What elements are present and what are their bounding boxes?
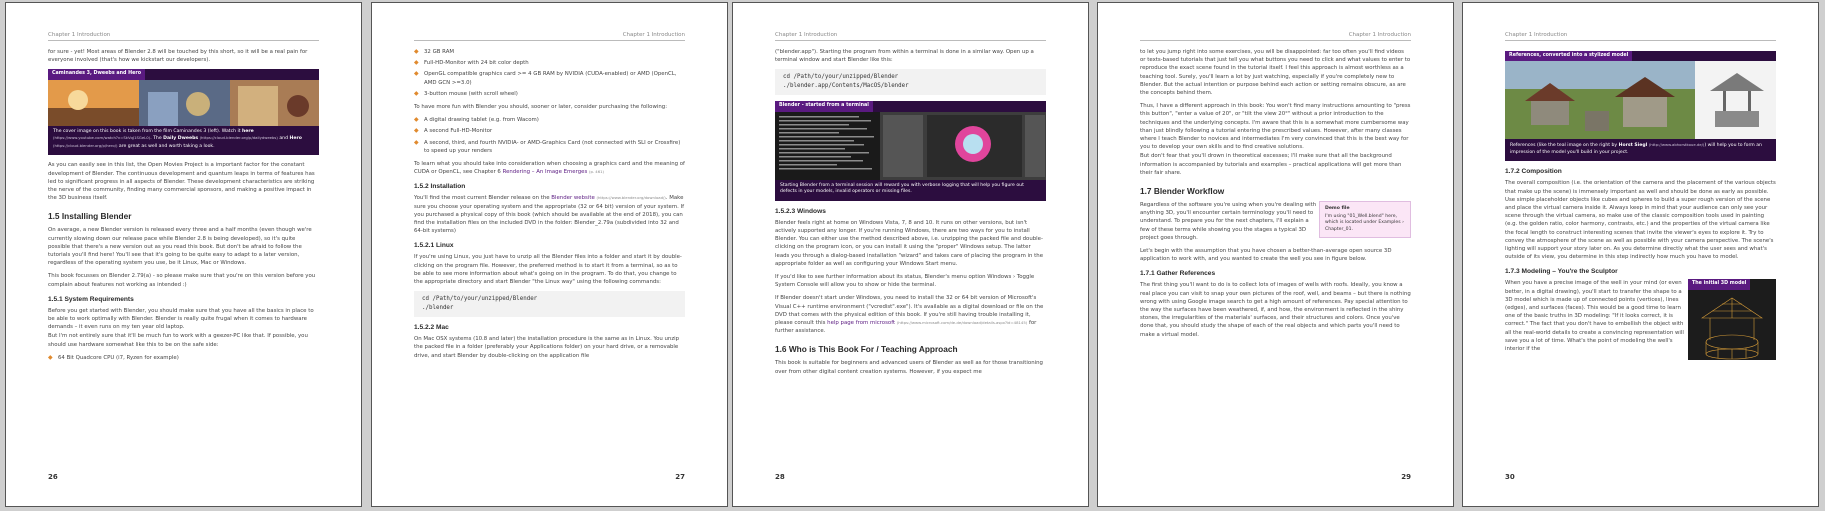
caption-text: References (like the teal image on the right by xyxy=(1510,143,1618,149)
caption-text: The cover image on this book is taken from the film Caminandes 3 (left). Watch it xyxy=(53,128,241,134)
subsection-heading: 1.7.1 Gather References xyxy=(1140,270,1216,278)
paragraph: The overall composition (i.e. the orientation of the camera and the placement of the various objects that make up the scene) is immensely important as well and should be done as early as possible. Use simple placeholder objects like cubes and spheres to build a super rough version of the scene and place the virtual camera inside it. Always keep in mind that your audience can only see your scene through the virtual camera, so make use of the classic composition tools used in painting (e.g. the golden ratio, color harmony, contrasts, etc.) and the properties of the virtual camera like the focal length to construct interesting scenes that invite the viewer's eyes to explore it. Try to convey the atmosphere of the scene as well as possible with your camera perspective. The scene's lighting will support your story later on. As you determine directly what the user sees and what's outside of its view, you determine in this step indirectly how much you have to model. xyxy=(1505,180,1776,261)
demo-file-title: Demo file xyxy=(1325,206,1350,212)
header-rule xyxy=(414,40,685,41)
subsection-heading: 1.5.1 System Requirements xyxy=(48,295,134,303)
subsection-heading: 1.7.3 Modeling – You're the Sculptor xyxy=(1505,268,1618,276)
list-item-text: A second, third, and fourth NVIDIA- or AMD-Graphics Card (not connected with SLI or Crossfire) to speed up your renders xyxy=(424,139,681,154)
list-item-text: OpenGL compatible graphics card >= 4 GB RAM by NVIDIA (CUDA-enabled) or AMD (OpenCL, AMD GCN >=3.0) xyxy=(424,71,677,86)
list-item xyxy=(414,59,685,67)
paragraph: On Mac OSX systems (10.8 and later) the installation procedure is the same as in Linux. You unzip the packed file in a folder (preferably your Applications folder) on your hard drive, or a removable drive, and start Blender by double-clicking on the application file xyxy=(414,336,680,359)
terminal-screenshot-image xyxy=(775,112,1046,180)
paragraph xyxy=(775,294,1046,335)
paragraph: for sure - yet! Most areas of Blender 2.8 will be touched by this short, so it will be a real pain for everyone involved (that's how we kickstart our developers). xyxy=(48,49,308,64)
bullet-diamond-icon: ◆ xyxy=(414,48,419,55)
caption-url: (http://www.abhorstkoue.de/) xyxy=(1648,142,1705,148)
running-header: Chapter 1 Introduction xyxy=(622,32,685,38)
code-block xyxy=(414,291,685,317)
figure-caption: Starting Blender from a terminal session will reward you with verbose logging that will help you figure out defects in your models, invalid operators or missing files. xyxy=(780,182,1024,195)
figure-caption xyxy=(48,126,319,156)
list-item-text: 64 Bit Quadcore CPU (i7, Ryzen for example) xyxy=(58,354,179,361)
film-stills-image xyxy=(48,80,319,126)
paragraph: Thus, I have a different approach in this book: You won't find many instructions amounting to "press this button", "enter a value of 20", or "tilt the view 20°" without a prior introduction to the techniques and the underlying concepts. I'm aware that this is a somewhat more cumbersome way than just blindly following a tutorial entering the prescribed values. However, after many classes where I teach Blender to novices and intermediates I'm very convinced that this is the best way for you to develop your own skills and to find creative solutions. xyxy=(1140,103,1411,151)
cross-reference-link[interactable]: Rendering – An Image Emerges xyxy=(502,169,588,176)
caption-author-name: Horst Siegl xyxy=(1618,143,1648,149)
paragraph: But don't fear that you'll drown in theoretical excesses; I'll make sure that all the background information is accompanied by tutorials and examples – practical applications will get more than their fair share. xyxy=(1140,153,1402,176)
bullet-diamond-icon: ◆ xyxy=(414,138,419,146)
page-body xyxy=(48,48,319,367)
subsection-heading: 1.7.2 Composition xyxy=(1505,168,1562,176)
paragraph-text: To learn what you should take into consideration when choosing a graphics card and the meaning of CUDA or OpenCL, see Chapter 6 xyxy=(414,161,685,176)
page-number: 29 xyxy=(1401,473,1411,481)
code-line: cd /Path/to/your/unzipped/Blender xyxy=(422,296,538,303)
bullet-diamond-icon: ◆ xyxy=(414,59,419,67)
code-line: cd /Path/to/your/unzipped/Blender xyxy=(783,74,899,81)
figure-tag: Caminandes 3, Dweebs and Hero xyxy=(48,69,145,79)
subsection-heading: 1.5.2 Installation xyxy=(414,183,466,191)
url-text: (https://www.microsoft.com/de-de/download/details.aspx?id=48145) xyxy=(896,320,1028,326)
bullet-list xyxy=(414,116,685,155)
bullet-diamond-icon: ◆ xyxy=(414,89,419,97)
caption-text: and xyxy=(279,136,289,142)
bullet-diamond-icon: ◆ xyxy=(414,127,419,135)
page-body xyxy=(1505,48,1776,358)
wireframe-model-image xyxy=(1688,290,1776,360)
paragraph: But I'm not entirely sure that it'll be much fun to work with a geezer-PC like that. If possible, you should use hardware somewhat like this to be on the safe side: xyxy=(48,333,308,348)
figure-inner xyxy=(1688,279,1776,289)
paragraph: Regardless of the software you're using when you're dealing with anything 3D, you'll encounter certain terminology you'll need to understand. To prepare you for the next chapters, I'll explain a few of these terms while showing you the stages a typical 3D project goes through. xyxy=(1140,202,1317,241)
figure-caption xyxy=(1505,139,1776,161)
caption-link-here[interactable]: here xyxy=(242,128,254,134)
code-line: ./blender.app/Contents/MacOS/blender xyxy=(783,83,909,90)
modeling-block xyxy=(1505,279,1776,353)
page-reference: (p. 461) xyxy=(589,169,605,175)
page-26 xyxy=(5,2,362,507)
url-text: (https://www.blender.org/download/) xyxy=(596,195,666,201)
demo-file-text: I'm using "01_Well.blend" here, which is located under Examples › Chapter_01. xyxy=(1325,214,1404,232)
section-heading: 1.6 Who is This Book For / Teaching Approach xyxy=(775,344,958,355)
list-item-text: 3-button mouse (with scroll wheel) xyxy=(424,90,518,97)
page-body xyxy=(775,48,1046,381)
subsection-heading: 1.5.2.2 Mac xyxy=(414,324,449,332)
list-item xyxy=(414,139,685,155)
list-item xyxy=(414,116,685,124)
code-line: ./blender xyxy=(422,305,454,312)
paragraph xyxy=(414,194,685,235)
bullet-list xyxy=(48,354,319,362)
paragraph-text: You'll find the most current Blender release on the xyxy=(414,195,550,202)
paragraph-text: for further assistance. xyxy=(775,320,1037,335)
page-29 xyxy=(1097,2,1454,507)
subsection-heading: 1.5.2.1 Linux xyxy=(414,242,454,250)
running-header: Chapter 1 Introduction xyxy=(775,32,838,38)
running-header: Chapter 1 Introduction xyxy=(1348,32,1411,38)
figure-tag: The initial 3D model xyxy=(1688,279,1750,289)
subsection-heading: 1.5.2.3 Windows xyxy=(775,207,826,215)
microsoft-help-link[interactable]: help page from microsoft xyxy=(827,320,896,327)
page-30 xyxy=(1462,2,1819,507)
caption-link-dweebs[interactable]: Daily Dweebs xyxy=(163,136,199,142)
list-item xyxy=(414,90,685,98)
header-rule xyxy=(775,40,1046,41)
list-item-text: A second Full-HD-Monitor xyxy=(424,128,493,135)
paragraph: This book focusses on Blender 2.79(a) - so please make sure that you're on this version before you complain about features not working as intended :) xyxy=(48,273,316,288)
caption-link-hero[interactable]: Hero xyxy=(289,136,302,142)
paragraph: Let's begin with the assumption that you have chosen a better-than-average open source 3D application to work with, and you wanted to create the well you see in figure below. xyxy=(1140,248,1392,263)
bullet-diamond-icon: ◆ xyxy=(414,116,419,124)
workflow-block xyxy=(1140,201,1411,242)
caption-url: (https://cloud.blender.org/p/hero/) xyxy=(53,142,118,148)
list-item xyxy=(48,354,319,362)
caption-text: ) will help you to form an impression of the model you'll build in your project. xyxy=(1510,143,1762,155)
running-header: Chapter 1 Introduction xyxy=(1505,32,1568,38)
caption-url: (https://cloud.blender.org/p/dailydweebs) xyxy=(199,135,278,141)
demo-file-box xyxy=(1319,201,1411,238)
paragraph: This book is suitable for beginners and advanced users of Blender as well as for those transitioning over from other digital content creation systems. However, if you expect me xyxy=(775,360,1043,375)
header-rule xyxy=(48,40,319,41)
running-header: Chapter 1 Introduction xyxy=(48,32,111,38)
section-heading: 1.7 Blender Workflow xyxy=(1140,186,1225,197)
figure-references xyxy=(1505,51,1776,161)
caption-text: are great as well and worth taking a look. xyxy=(118,143,215,149)
paragraph: Blender feels right at home on Windows Vista, 7, 8 and 10. It runs on other versions, but isn't actively supported any longer. If you're running Windows, there are two ways for you to install Blender. You can either use the method described above, i.e. unzipping the packed file and double-clicking on the program icon, or you can install it using the "proper" Windows setup. The latter leads you through a dialog-based installation "wizard" and takes care of placing the program in the appropriate folder as well as configuring your Windows Start menu. xyxy=(775,219,1044,267)
figure-initial-model xyxy=(1688,279,1776,359)
bullet-diamond-icon: ◆ xyxy=(414,70,419,78)
figure-caminandes xyxy=(48,69,319,155)
page-body xyxy=(1140,48,1411,344)
paragraph: to let you jump right into some exercises, you will be disappointed: far too often you'll find videos or texts-based tutorials that just tell you what buttons you need to click and what values to enter to reproduce the exact scene found in the tutorial itself. I feel this approach is almost worthless as a teaching tool. Surely, you'll learn a lot by just watching, especially if you're completely new to Blender. But the actual intention or purpose behind each action or setting remains obscure, as are the concepts behind them. xyxy=(1140,49,1411,97)
well-references-image xyxy=(1505,61,1776,139)
section-heading: 1.5 Installing Blender xyxy=(48,211,132,222)
paragraph: If you're using Linux, you just have to unzip all the Blender files into a folder and start it by double-clicking on the program file. However, the preferred method is to start it from a terminal, so as to be able to see more information about what's going on in the program. To do that, you change to the appropriate directory and start Blender "the Linux way" using the following commands: xyxy=(414,254,682,286)
page-28 xyxy=(732,2,1089,507)
page-27 xyxy=(371,2,728,507)
figure-tag: References, converted into a stylized model xyxy=(1505,51,1632,61)
paragraph: The first thing you'll want to do is to collect lots of images of wells with roofs. Ideally, you know a real place you can visit to snap your own pictures of the roof, well, and beams – but there is nothing wrong with using Google image search to get a high amount of references. Pay special attention to the way the surfaces have been weathered, if, and how, the environment is reflected in the shiny stones, the irregularities of the materials' surfaces, and their structures and colors. Once you've done that, you should study the shape of each of the real objects and which parts you'll need to make a virtual model. xyxy=(1140,282,1411,338)
page-number: 27 xyxy=(675,473,685,481)
paragraph: When you have a precise image of the well in your mind (or even better, in a digital drawing), you'll start to transfer the shape to a 3D model which is made up of connected points (vertices), lines (edges), and surfaces (faces). This would be a good time to learn one of the basic truths in 3D modeling: "If it looks correct, it is correct." The fact that you don't have to embellish the object with all the real-world details to create a convincing representation will save you a lot of time. What's the point of modeling the well's interior if the xyxy=(1505,280,1684,353)
header-rule xyxy=(1140,40,1411,41)
list-item-text: Full-HD-Monitor with 24 bit color depth xyxy=(424,60,529,67)
figure-terminal xyxy=(775,101,1046,200)
paragraph: On average, a new Blender version is released every three and a half months (even though we're currently slowing down our release pace while Blender 2.8 is being developed), so it's quite possible that there's a new version out as you read this book. But don't be afraid to follow the tutorials you'll find here! You'll see that it's going to be quite easy to adapt to a later version, regardless of the operating system you use, be it Linux, Mac or Windows. xyxy=(48,227,312,267)
paragraph-text: . Make sure you choose your operating system and the appropriate (32 or 64 bit) version of your system. If you purchased a physical copy of this book (which should be available at the end of 2018), you can find the installation files on the included DVD in the folder: Blender_2.79a (subdivided into 32 and 64-bit systems) xyxy=(414,195,685,235)
page-body xyxy=(414,48,685,365)
paragraph-text: If Blender doesn't start under Windows, you need to install the 32 or 64 bit version of Microsoft's Visual C++ runtime environment ("vcredist".exe"). It's available as a digital download or file on the DVD that comes with the physical edition of this book. If you're still having trouble installing it, please consult this xyxy=(775,295,1044,327)
blender-website-link[interactable]: Blender website xyxy=(551,195,595,202)
figure-tag: Blender - started from a terminal xyxy=(775,101,873,111)
list-item xyxy=(414,127,685,135)
paragraph: Before you get started with Blender, you should make sure that you have all the basics in place to be able to work optimally with Blender. Blender is really quite frugal when it comes to hardware demands – it even runs on my ten year old laptop. xyxy=(48,307,314,331)
paragraph: ("blender.app"). Starting the program from within a terminal is done in a similar way. Open up a terminal window and start Blender like this: xyxy=(775,49,1034,64)
caption-text: . The xyxy=(150,136,162,142)
paragraph: To have more fun with Blender you should, sooner or later, consider purchasing the following: xyxy=(414,104,668,111)
list-item-text: A digital drawing tablet (e.g. from Wacom) xyxy=(424,117,539,124)
page-number: 28 xyxy=(775,473,785,481)
page-number: 26 xyxy=(48,473,58,481)
bullet-list xyxy=(414,48,685,98)
paragraph xyxy=(414,160,685,176)
header-rule xyxy=(1505,40,1776,41)
page-number: 30 xyxy=(1505,473,1515,481)
list-item-text: 32 GB RAM xyxy=(424,49,455,55)
bullet-diamond-icon: ◆ xyxy=(48,353,53,361)
list-item xyxy=(414,70,685,86)
paragraph: If you'd like to see further information about its status, Blender's menu option Windows › Toggle System Console will allow you to show or hide the terminal. xyxy=(775,274,1035,289)
code-block xyxy=(775,69,1046,95)
list-item xyxy=(414,48,685,56)
caption-url: (https://www.youtube.com/watch?v=SkVqJ1SGeL0) xyxy=(53,135,151,141)
paragraph: As you can easily see in this list, the Open Movies Project is a important factor for the constant development of Blender. The continuous development and quantum leaps in terms of features has led to significant progress in all aspects of Blender. These development characteristics are striking the nerve of the community, finding many commercial sponsors, and making a positive impact in the 3D business itself. xyxy=(48,162,315,202)
